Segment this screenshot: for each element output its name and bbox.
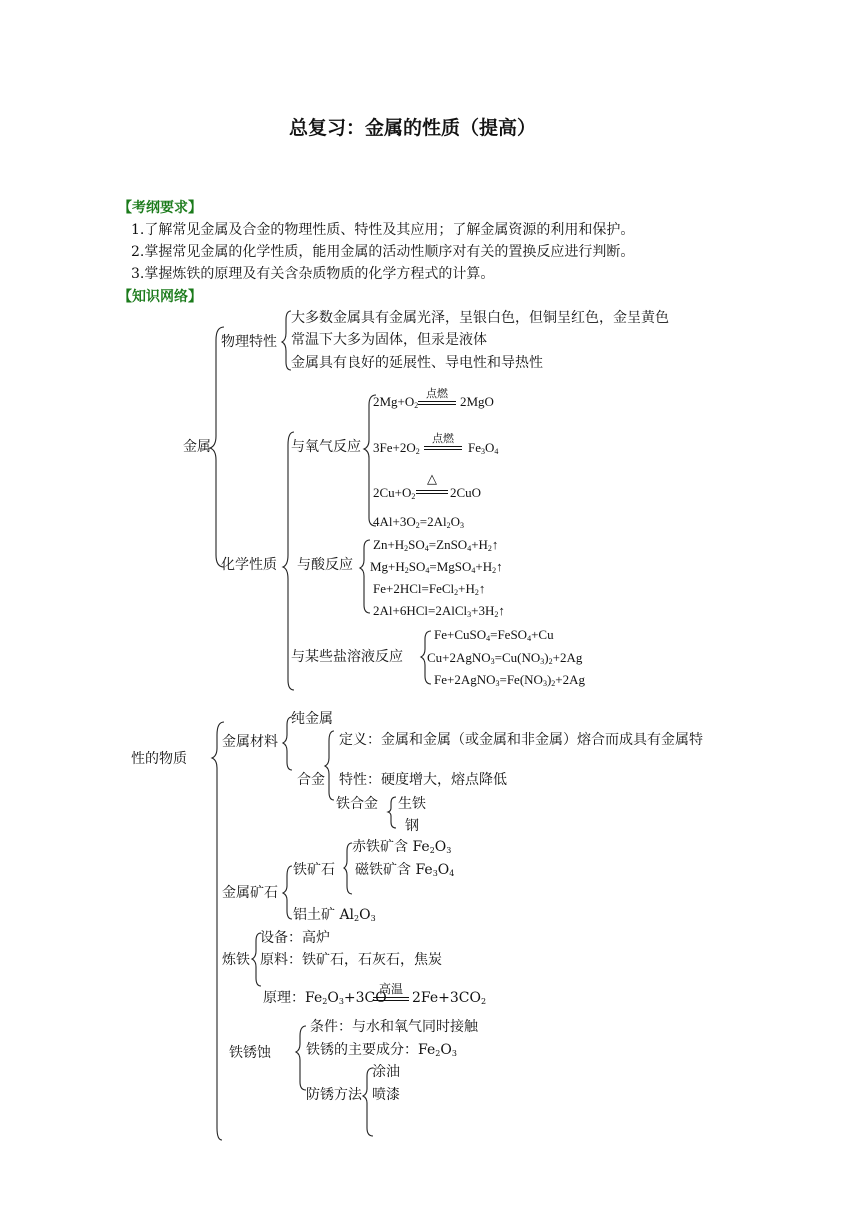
equation: $2Cu+O_2$: [373, 485, 416, 501]
syllabus-item: 3.掌握炼铁的原理及有关含杂质物质的化学方程式的计算。: [131, 266, 495, 282]
equation: $Zn+H_2SO_4=ZnSO_4+H_2↑$: [373, 537, 499, 553]
salt-label: 与某些盐溶液反应: [291, 649, 403, 665]
bracket: [296, 1026, 306, 1090]
equation: $Fe+2HCl=FeCl_2+H_2↑$: [373, 581, 486, 597]
equation: Fe+CuSO$_4$=FeSO$_4$+Cu: [434, 627, 554, 643]
syllabus-item: 2.掌握常见金属的化学性质，能用金属的活动性顺序对有关的置换反应进行判断。: [131, 244, 635, 260]
prevention-oil: 涂油: [372, 1064, 400, 1080]
physical-item: 大多数金属具有金属光泽，呈银白色，但铜呈红色，金呈黄色: [291, 310, 669, 326]
chemical-label: 化学性质: [221, 557, 277, 573]
smelting-equipment: 设备：高炉: [260, 930, 330, 946]
alloy-label: 合金: [297, 772, 325, 788]
equation: $Cu+2AgNO_3=Cu(NO_3)_2+2Ag$: [427, 650, 583, 666]
reaction-condition: △: [427, 472, 437, 487]
pure-metal: 纯金属: [291, 711, 333, 727]
bracket: [283, 866, 292, 919]
smelting-principle: 原理：$Fe_2O_3+3CO$: [263, 990, 387, 1006]
equation: $3Fe+2O_2$: [373, 440, 420, 456]
page-title: 总复习：金属的性质（提高）: [289, 117, 537, 139]
network-heading: 【知识网络】: [118, 289, 202, 305]
prevention-label: 防锈方法: [306, 1087, 362, 1103]
bracket: [360, 540, 370, 613]
iron-alloy-label: 铁合金: [336, 796, 378, 812]
syllabus-item: 1.了解常见金属及合金的物理性质、特性及其应用；了解金属资源的利用和保护。: [131, 222, 635, 238]
reaction-condition: 点燃: [426, 387, 448, 400]
bracket: [344, 843, 352, 894]
magnetite: 磁铁矿含 $Fe_3O_4$: [355, 862, 455, 878]
equals-sign: [416, 490, 448, 494]
equation: $2Al+6HCl=2AlCl_3+3H_2↑$: [373, 603, 505, 619]
equation: $4Al+3O_2=2Al_2O_3$: [373, 514, 464, 530]
rust-label: 铁锈蚀: [229, 1045, 271, 1061]
metal-root: 金属: [183, 439, 211, 455]
prevention-paint: 喷漆: [372, 1087, 400, 1103]
equation: $Fe_3O_4$: [468, 440, 499, 456]
equals-sign: [418, 401, 456, 405]
rust-main: 铁锈的主要成分：$Fe_2O_3$: [306, 1042, 457, 1058]
physical-item: 金属具有良好的延展性、导电性和导热性: [291, 355, 543, 371]
bracket: [210, 327, 224, 567]
equation: 2CuO: [450, 485, 482, 500]
steel: 钢: [405, 818, 419, 834]
equation: $2Mg+O_2$: [373, 394, 419, 410]
syllabus-heading: 【考纲要求】: [118, 200, 202, 216]
metal-material-label: 金属材料: [222, 734, 278, 750]
bauxite: 铝土矿 $Al_2O_3$: [293, 907, 376, 923]
iron-ore-label: 铁矿石: [293, 862, 335, 878]
oxygen-label: 与氧气反应: [291, 439, 361, 455]
equals-sign: [373, 997, 409, 1001]
rust-condition: 条件：与水和氧气同时接触: [310, 1019, 478, 1035]
alloy-property: 特性：硬度增大，熔点降低: [339, 772, 507, 788]
physical-item: 常温下大多为固体，但汞是液体: [291, 332, 487, 348]
physical-label: 物理特性: [221, 334, 277, 350]
equation: 2MgO: [460, 394, 494, 409]
bracket: [364, 395, 376, 526]
equals-sign: [424, 446, 462, 450]
smelting-product: $2Fe+3CO_2$: [412, 990, 487, 1006]
equation: $Fe+2AgNO_3=Fe(NO_3)_2+2Ag$: [434, 672, 586, 688]
smelting-raw: 原料：铁矿石，石灰石，焦炭: [260, 952, 442, 968]
bracket: [325, 731, 334, 800]
smelting-label: 炼铁: [222, 952, 250, 968]
hematite: 赤铁矿含 $Fe_2O_3$: [352, 839, 452, 855]
bracket: [212, 722, 224, 1140]
bracket: [388, 797, 396, 828]
equation: $Mg+H_2SO_4=MgSO_4+H_2↑$: [370, 559, 503, 575]
reaction-condition: 点燃: [432, 432, 454, 445]
pig-iron: 生铁: [398, 796, 426, 812]
ore-label: 金属矿石: [222, 885, 278, 901]
acid-label: 与酸反应: [297, 557, 353, 573]
bracket: [282, 311, 291, 370]
alloy-definition: 定义：金属和金属（或金属和非金属）熔合而成具有金属特: [339, 732, 703, 748]
reaction-condition: 高温: [378, 982, 403, 996]
materials-root: 性的物质: [131, 751, 187, 767]
